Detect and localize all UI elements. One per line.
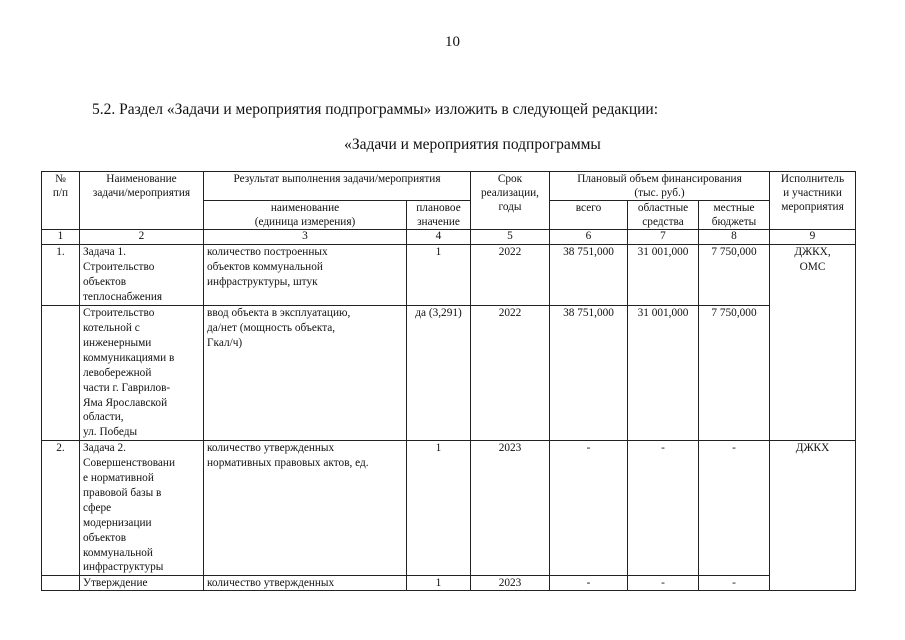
row-term: 2023 xyxy=(471,441,550,576)
row-local: - xyxy=(699,576,770,591)
row-local: - xyxy=(699,441,770,576)
page-number: 10 xyxy=(445,34,460,50)
column-number: 2 xyxy=(80,230,204,245)
column-number: 8 xyxy=(699,230,770,245)
row-name: Задача 1. Строительство объектов теплоснабжения xyxy=(80,245,204,306)
table-row xyxy=(42,306,856,441)
column-number: 1 xyxy=(42,230,80,245)
column-number: 6 xyxy=(550,230,628,245)
row-regional: 31 001,000 xyxy=(628,306,699,441)
table-row xyxy=(42,245,856,306)
header-row-1 xyxy=(42,172,856,201)
row-local: 7 750,000 xyxy=(699,306,770,441)
tasks-table xyxy=(41,171,856,591)
row-term: 2022 xyxy=(471,245,550,306)
table-row xyxy=(42,576,856,591)
header-result: Результат выполнения задачи/мероприятия xyxy=(204,172,471,201)
header-regional: областные средства xyxy=(628,201,699,230)
row-num: 1. xyxy=(42,245,80,306)
row-result-name: количество утвержденных нормативных правовых актов, ед. xyxy=(204,441,407,576)
row-total: - xyxy=(550,576,628,591)
header-term: Срок реализации, годы xyxy=(471,172,550,230)
row-result-name: количество утвержденных xyxy=(204,576,407,591)
column-number: 9 xyxy=(770,230,856,245)
row-name: Строительство котельной с инженерными коммуникациями в левобережной части г. Гаврилов- Яма Ярославской области, ул. Победы xyxy=(80,306,204,441)
row-regional: - xyxy=(628,441,699,576)
header-num: № п/п xyxy=(42,172,80,230)
row-result-value: 1 xyxy=(407,441,471,576)
column-number: 3 xyxy=(204,230,407,245)
row-regional: 31 001,000 xyxy=(628,245,699,306)
row-name: Утверждение xyxy=(80,576,204,591)
header-total: всего xyxy=(550,201,628,230)
row-result-name: количество построенных объектов коммунальной инфраструктуры, штук xyxy=(204,245,407,306)
column-number: 4 xyxy=(407,230,471,245)
table-row xyxy=(42,441,856,576)
section-heading: 5.2. Раздел «Задачи и мероприятия подпрограммы» изложить в следующей редакции: xyxy=(92,101,659,118)
column-number: 7 xyxy=(628,230,699,245)
row-executor: ДЖКХ, ОМС xyxy=(770,245,856,441)
column-numbers-row xyxy=(42,230,856,245)
row-term: 2022 xyxy=(471,306,550,441)
row-total: - xyxy=(550,441,628,576)
row-result-value: да (3,291) xyxy=(407,306,471,441)
row-name: Задача 2. Совершенствовани е нормативной правовой базы в сфере модернизации объектов коммунальной инфраструктуры xyxy=(80,441,204,576)
row-num: 2. xyxy=(42,441,80,576)
row-result-value: 1 xyxy=(407,245,471,306)
row-total: 38 751,000 xyxy=(550,306,628,441)
header-name: Наименование задачи/мероприятия xyxy=(80,172,204,230)
header-result-name: наименование (единица измерения) xyxy=(204,201,407,230)
row-term: 2023 xyxy=(471,576,550,591)
table-title: «Задачи и мероприятия подпрограммы xyxy=(344,136,601,153)
header-executor: Исполнитель и участники мероприятия xyxy=(770,172,856,230)
column-number: 5 xyxy=(471,230,550,245)
row-local: 7 750,000 xyxy=(699,245,770,306)
row-total: 38 751,000 xyxy=(550,245,628,306)
row-num xyxy=(42,306,80,441)
row-result-value: 1 xyxy=(407,576,471,591)
header-result-value: плановое значение xyxy=(407,201,471,230)
row-num xyxy=(42,576,80,591)
row-result-name: ввод объекта в эксплуатацию, да/нет (мощность объекта, Гкал/ч) xyxy=(204,306,407,441)
header-local: местные бюджеты xyxy=(699,201,770,230)
row-executor: ДЖКХ xyxy=(770,441,856,591)
row-regional: - xyxy=(628,576,699,591)
header-financing: Плановый объем финансирования (тыс. руб.) xyxy=(550,172,770,201)
